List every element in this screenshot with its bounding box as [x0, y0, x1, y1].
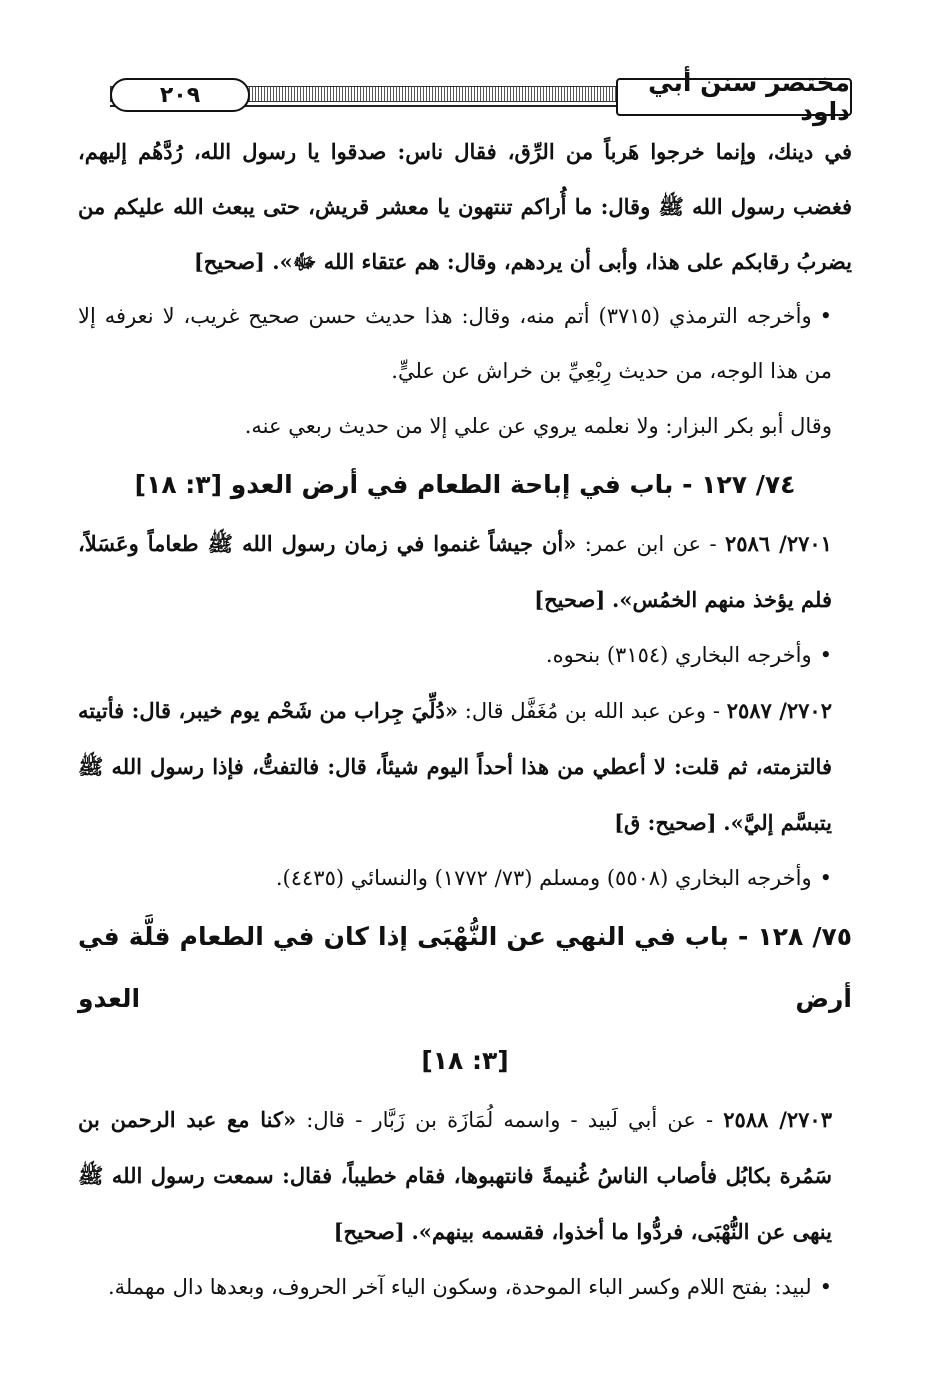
- hadith-entry: [78, 1092, 852, 1260]
- takhrij-note: [78, 1260, 852, 1315]
- note-text: وأخرجه البخاري (٥٥٠٨) ومسلم (٧٣/ ١٧٧٢) والنسائي (٤٤٣٥).: [275, 866, 812, 890]
- hadith-isnad: - عن ابن عمر:: [584, 532, 717, 556]
- hadith-matn: «دُلِّيَ جِراب من شَحْم يوم خيبر، قال: فأتيته فالتزمته، ثم قلت: لا أعطي من هذا أحداً اليوم شيئاً، قال: فالتفتُّ، فإذا رسول الله ﷺ يتبسَّم إليَّ».: [78, 698, 832, 835]
- text-line: في دينك، وإنما خرجوا هَرباً من الرِّق، فقال ناس: صدقوا يا رسول الله، رُدَّهُم إليهم، فغضب: [78, 139, 853, 219]
- bullet-icon: •: [819, 1275, 832, 1299]
- chapter-heading: ٧٥/ ١٢٨ - باب في النهي عن النُّهْبَى إذا كان في الطعام قلَّة في أرض العدو: [78, 922, 852, 1013]
- hadith-grade: [صحيح]: [333, 1219, 405, 1244]
- chapter-heading: ٧٤/ ١٢٧ - باب في إباحة الطعام في أرض العدو [٣: ١٨]: [134, 470, 796, 499]
- bullet-icon: •: [819, 643, 832, 667]
- chapter-reference: [٣: ١٨]: [421, 1046, 509, 1075]
- bullet-icon: •: [819, 866, 832, 890]
- note-text: وأخرجه البخاري (٣١٥٤) بنحوه.: [545, 643, 812, 667]
- hadith-matn: «كنا مع عبد الرحمن بن سَمُرة بكابُل فأصاب الناسُ غُنيمةً فانتهبوها، فقام خطيباً، فقال: سمعت رسول الله ﷺ ينهى عن النُّهْبَى، فردُّوا ما أخذوا، فقسمه بينهم».: [78, 1107, 832, 1244]
- hadith-grade: [صحيح]: [534, 587, 606, 612]
- text-line: رسول الله ﷺ وقال: ما أُراكم تنتهون يا معشر قريش، حتى يبعث الله عليكم من يضربُ: [78, 194, 852, 274]
- hadith-isnad: - عن أبي لَبيد - واسمه لُمَازَة بن زَبَّار - قال:: [306, 1108, 714, 1132]
- hadith-entry: [78, 516, 852, 628]
- paragraph-continuation: [78, 124, 852, 289]
- running-header: [80, 68, 852, 126]
- takhrij-note: [78, 289, 852, 399]
- book-title: مختصر سنن أبي داود: [616, 78, 852, 116]
- hadith-matn: «أن جيشاً غنموا في زمان رسول الله ﷺ طعاماً وعَسَلاً، فلم يؤخذ منهم الخمُس».: [78, 531, 832, 612]
- page-body: [78, 124, 852, 1315]
- hadith-number: ٢٧٠١/ ٢٥٨٦: [725, 531, 832, 556]
- note-text: لبيد: بفتح اللام وكسر الباء الموحدة، وسكون الياء آخر الحروف، وبعدها دال مهملة.: [107, 1275, 812, 1299]
- takhrij-note: [78, 628, 852, 683]
- hadith-grade: [صحيح]: [193, 249, 265, 274]
- hadith-grade: [صحيح: ق]: [614, 810, 717, 835]
- bullet-icon: •: [819, 304, 832, 328]
- page-number: ٢٠٩: [110, 78, 250, 112]
- note-paragraph: وقال أبو بكر البزار: ولا نعلمه يروي عن علي إلا من حديث ربعي عنه.: [244, 414, 832, 438]
- note-text: وأخرجه الترمذي (٣٧١٥) أتم منه، وقال: هذا حديث حسن صحيح غريب، لا نعرفه إلا من هذا الوجه، من حديث رِبْعِيِّ بن خراش عن عليٍّ.: [78, 304, 832, 383]
- hadith-entry: [78, 683, 852, 851]
- text-line: رقابكم على هذا، وأبى أن يردهم، وقال: هم عتقاء الله ﷻ».: [272, 249, 790, 274]
- hadith-isnad: - وعن عبد الله بن مُغَفَّل قال:: [464, 699, 720, 723]
- takhrij-note: [78, 851, 852, 906]
- hadith-number: ٢٧٠٣/ ٢٥٨٨: [723, 1107, 832, 1132]
- hadith-number: ٢٧٠٢/ ٢٥٨٧: [726, 698, 832, 723]
